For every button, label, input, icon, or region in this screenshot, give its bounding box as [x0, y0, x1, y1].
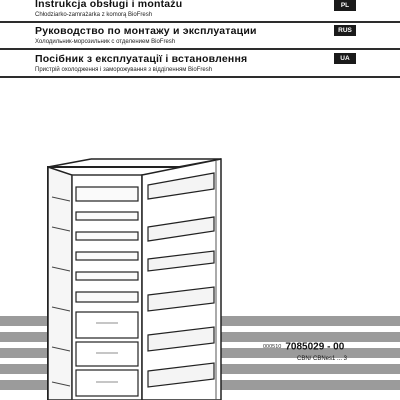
left-door [48, 167, 72, 400]
title-ua: Посібник з експлуатації і встановлення [35, 53, 248, 65]
document-number-prefix: 000510 [263, 343, 282, 350]
badge-rus: RUS [334, 25, 356, 36]
document-code: 7085029 - 00 [285, 341, 345, 353]
divider-rule [0, 76, 400, 78]
title-rus: Руководство по монтажу и эксплуатации [35, 25, 257, 37]
divider-rule [0, 48, 400, 50]
title-pl: Instrukcja obsługi i montażu [35, 0, 183, 10]
subtitle-ua: Пристрій охолодження і заморожування з відділенням BioFresh [35, 67, 213, 73]
fridge-freezer-illustration [46, 157, 226, 400]
badge-ua: UA [334, 53, 356, 64]
subtitle-rus: Холодильник-морозильник с отделением BioFresh [35, 39, 176, 45]
divider-rule [0, 21, 400, 23]
badge-pl: PL [334, 0, 356, 11]
document-number [263, 338, 344, 356]
model-designation: CBN/ CBNes1 ... 3 [297, 356, 348, 362]
subtitle-pl: Chłodziarko-zamrażarka z komorą BioFresh [35, 12, 153, 18]
